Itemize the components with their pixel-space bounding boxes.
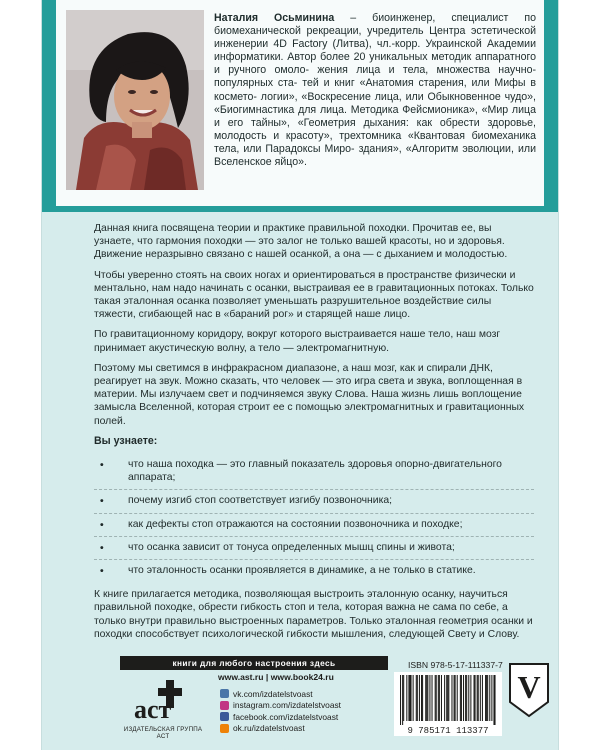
barcode-bar <box>447 675 448 721</box>
paragraph: Чтобы уверенно стоять на своих ногах и ориентироваться в пространстве физически и ментально, нам надо начинать с осанки, выстраивая ее в гравитационных потоках. Только такая эталонная осанка позволяет уменьшать разрушительное воздействие силы тяжести, сгибающей нас в «бараний рог» и старящей наше лицо. <box>94 269 534 321</box>
barcode-bar <box>416 675 417 721</box>
ast-logo-icon <box>130 678 192 724</box>
odnoklassniki-icon <box>220 724 229 733</box>
social-link-vk[interactable]: vk.com/izdatelstvoast <box>220 688 341 700</box>
barcode-bar <box>426 675 427 721</box>
barcode-bar <box>400 675 401 725</box>
paragraph: Поэтому мы светимся в инфракрасном диапазоне, а наш мозг, как и спирали ДНК, реагирует на звук. Можно сказать, что человек — это игра света и звука, воплощенная в материи. Мы излучаем свет и подчиняемся звуку Слова. Наша жизнь лишь воплощение замысла Вселенной, которая строит ее с помощью электромагнитных и гравитационных полей. <box>94 362 525 427</box>
list-item: • почему изгиб стоп соответствует изгибу позвоночника; <box>94 490 534 513</box>
barcode-bar <box>438 675 439 721</box>
barcode-bar <box>468 675 469 721</box>
author-bio-text: – биоинженер, специалист по биомеханической рекреации, учредитель Центра эстетической инженерии 4D Factory (Литва), чл.-корр. Украинской Академии информатики. Автор более 20 уникальных методик аппаратного и ручного омоло- жения лица и тела, множества научно-популярных ста- тей и книг «Анатомия старения, или Мифы в космето- логии», «Воскресение лица, или Обыкновенное чудо», «Биогимнастика для лица. Методика Фейсмионика», «Мир лица и его тайны», «Геометрия дыхания: как обрести здоровье, молодость и красоту», трехтомника «Квантовая биомеханика тела, или Парадоксы Миро- здания», «Алгоритм эволюции, или Вселенское яйцо». <box>214 12 537 169</box>
barcode-bar <box>444 675 445 721</box>
barcode-bar <box>455 675 456 721</box>
author-panel <box>56 0 544 206</box>
publisher-label: ИЗДАТЕЛЬСКАЯ ГРУППА АСТ <box>123 726 203 740</box>
instagram-icon <box>220 701 229 710</box>
bullet-icon: • <box>100 460 104 472</box>
barcode-bar <box>493 675 494 725</box>
author-photo <box>66 10 204 190</box>
isbn-label: ISBN 978-5-17-111337-7 <box>408 660 503 670</box>
paragraph: По гравитационному коридору, вокруг которого выстраивается наше тело, наш мозг принимает акустическую волну, а тело — электромагнитную. <box>94 329 501 354</box>
barcode-bar <box>463 675 464 721</box>
imprint-v-letter: V <box>517 669 541 705</box>
learn-list <box>94 454 534 582</box>
barcode-bar <box>461 675 462 721</box>
barcode-bar <box>475 675 476 721</box>
barcode-bar <box>432 675 433 721</box>
barcode-bar <box>422 675 423 721</box>
list-item: • что осанка зависит от тонуса определенных мышц спины и живота; <box>94 537 534 560</box>
barcode-bar <box>486 675 487 721</box>
social-link-instagram[interactable]: instagram.com/izdatelstvoast <box>220 700 341 712</box>
barcode-bar <box>408 675 409 721</box>
paragraph: Данная книга посвящена теории и практике правильной походки. Прочитав ее, вы узнаете, что гармония походки — это залог не только вашей красоты, но и здоровья. Движение неразрывно связано с нашей осанкой, а она — с дыханием и молодостью. <box>94 223 508 261</box>
barcode-bar <box>427 675 428 721</box>
author-name: Наталия Осьминина <box>214 12 335 24</box>
bullet-icon: • <box>100 542 104 554</box>
barcode-bar <box>466 675 467 721</box>
slogan-banner: книги для любого настроения здесь <box>120 656 388 670</box>
barcode-bar <box>413 675 414 721</box>
barcode-bar <box>457 675 458 721</box>
barcode-bar <box>495 675 496 725</box>
bullet-icon: • <box>100 566 104 578</box>
barcode-bar <box>477 675 478 721</box>
barcode <box>394 672 502 736</box>
barcode-bar <box>451 675 452 721</box>
barcode-bar <box>421 675 422 721</box>
ast-logo-text: аст <box>134 695 172 724</box>
barcode-bar <box>485 675 486 721</box>
social-link-facebook[interactable]: facebook.com/izdatelstvoast <box>220 711 341 723</box>
list-item: • что эталонность осанки проявляется в динамике, а не только в статике. <box>100 565 476 578</box>
barcode-bar <box>403 675 404 721</box>
barcode-bar <box>425 675 426 721</box>
closing-paragraph: К книге прилагается методика, позволяющая выстроить эталонную осанку, научиться правильной походке, обрести гибкость стоп и тела, которая важна не сама по себе, а только внутри правильно выстроенных параметров. Только эталонная геометрия осанки и походки способствует психологической гибкости мышления, следующей Свету и Слову. <box>94 589 533 640</box>
barcode-bar <box>448 675 449 721</box>
barcode-bar <box>436 675 437 721</box>
barcode-bar <box>474 675 475 721</box>
barcode-bar <box>478 675 479 721</box>
author-bio <box>214 12 536 169</box>
barcode-bar <box>465 675 466 721</box>
bullet-icon: • <box>100 496 104 508</box>
learn-heading: Вы узнаете: <box>94 434 158 447</box>
barcode-bar <box>446 675 447 721</box>
author-block <box>42 0 558 212</box>
vk-icon <box>220 689 229 698</box>
barcode-bar <box>429 675 430 721</box>
barcode-bar <box>419 675 420 721</box>
barcode-bar <box>409 675 410 721</box>
barcode-bar <box>480 675 481 721</box>
book-description <box>94 222 534 648</box>
barcode-bar <box>411 675 412 721</box>
imprint-v-logo <box>508 662 550 718</box>
barcode-bar <box>470 675 471 721</box>
barcode-bar <box>435 675 436 721</box>
barcode-bar <box>491 675 492 721</box>
social-link-ok[interactable]: ok.ru/izdatelstvoast <box>220 723 341 735</box>
barcode-bar <box>460 675 461 721</box>
barcode-bar <box>489 675 490 721</box>
back-cover <box>42 0 558 750</box>
barcode-bar <box>402 675 403 725</box>
barcode-bar <box>454 675 455 721</box>
social-links <box>220 688 341 734</box>
barcode-bar <box>487 675 488 721</box>
list-item: • что наша походка — это главный показатель здоровья опорно-двигательного аппарата; <box>94 454 534 490</box>
barcode-bar <box>406 675 407 721</box>
facebook-icon <box>220 712 229 721</box>
barcode-bar <box>441 675 442 721</box>
barcode-bar <box>417 675 418 721</box>
barcode-bar <box>439 675 440 721</box>
barcode-number: 9 785171 113377 <box>407 726 489 736</box>
list-item: • как дефекты стоп отражаются на состоянии позвоночника и походке; <box>94 514 534 537</box>
website-links[interactable]: www.ast.ru | www.book24.ru <box>218 672 334 682</box>
bullet-icon: • <box>100 519 104 531</box>
barcode-bar <box>482 675 483 721</box>
